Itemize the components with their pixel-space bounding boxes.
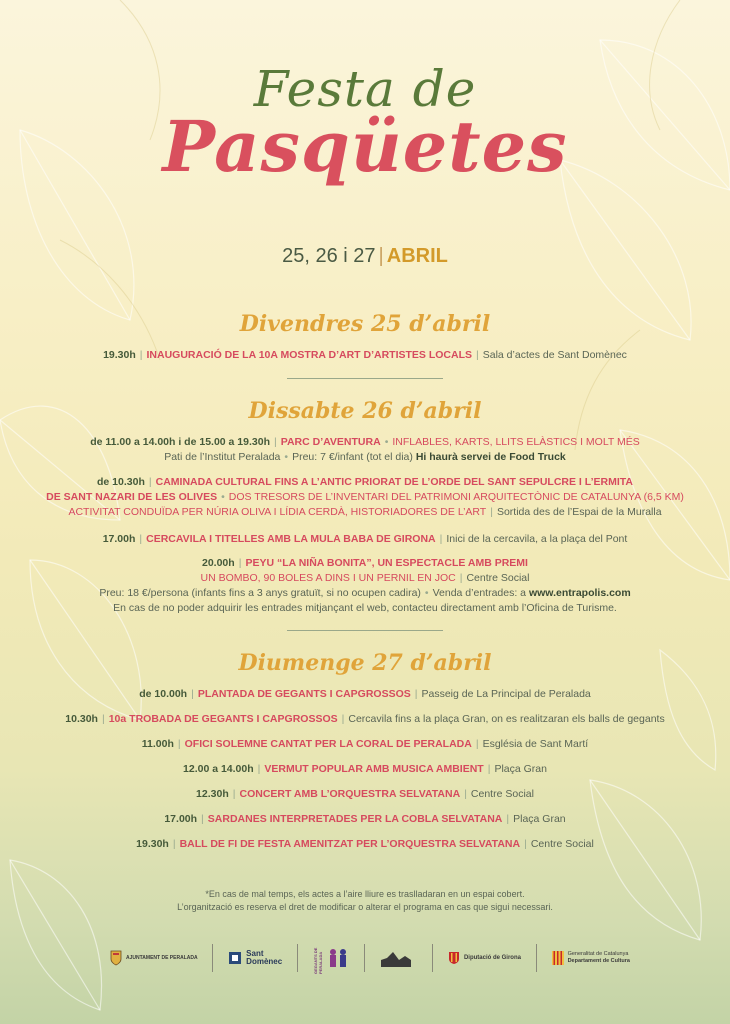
event-time: 19.30h <box>103 349 136 361</box>
event-time: 12.00 a 14.00h <box>183 763 254 775</box>
event-price: Preu: 7 €/infant (tot el dia) <box>292 451 413 463</box>
event-title: OFICI SOLEMNE CANTAT PER LA CORAL DE PERALADA <box>184 738 472 750</box>
event-time: de 10.30h <box>97 476 145 488</box>
event-title: 10a TROBADA DE GEGANTS I CAPGROSSOS <box>108 713 338 725</box>
sunday-event-1: de 10.00h | PLANTADA DE GEGANTS I CAPGROSSOS | Passeig de La Principal de Peralada <box>139 688 591 700</box>
event-title: INAUGURACIÓ DE LA 10A MOSTRA D’ART D’ARTISTES LOCALS <box>146 349 473 361</box>
event-time: 10.30h <box>65 713 98 725</box>
sunday-event-6: 17.00h | SARDANES INTERPRETADES PER LA COBLA SELVATANA | Plaça Gran <box>164 813 566 825</box>
event-description: DOS TRESORS DE L’INVENTARI DEL PATRIMONI ARQUITECTÒNIC DE CATALUNYA (6,5 KM) <box>228 491 684 503</box>
festival-days: 25, 26 i 27 <box>282 245 376 267</box>
event-place: Centre Social <box>466 572 530 584</box>
sunday-event-2: 10.30h | 10a TROBADA DE GEGANTS I CAPGROSSOS | Cercavila fins a la plaça Gran, on es realitzaran els balls de gegants <box>65 713 665 725</box>
event-place: Plaça Gran <box>513 813 566 825</box>
sponsor-logos <box>110 938 630 978</box>
square-logo-icon <box>228 951 242 965</box>
event-time: 11.00h <box>141 738 174 750</box>
festival-dates <box>0 245 730 268</box>
festival-title-line-2: Pasqüetes <box>162 105 568 188</box>
event-place: Centre Social <box>530 838 594 850</box>
event-title: SARDANES INTERPRETADES PER LA COBLA SELVATANA <box>207 813 503 825</box>
organization-note: L’organització es reserva el dret de modificar o alterar el programa en cas que sigui necessari. <box>177 902 553 912</box>
generalitat-cultura-logo: Generalitat de Catalunya Departament de Cultura <box>552 942 630 974</box>
sant-domenec-logo: Sant Domènec <box>228 942 282 974</box>
event-title: PLANTADA DE GEGANTS I CAPGROSSOS <box>197 688 411 700</box>
saturday-event-4-price: Preu: 18 €/persona (infants fins a 3 anys gratuït, si no ocupen cadira) • Venda d’entrades: a www.entrapolis.com <box>99 587 631 599</box>
friday-heading: Divendres 25 d’abril <box>239 311 491 337</box>
sunday-heading: Diumenge 27 d’abril <box>238 650 492 676</box>
logo-separator <box>297 944 298 972</box>
event-time: de 11.00 a 14.00h i de 15.00 a 19.30h <box>90 436 270 448</box>
saturday-event-2-cont: DE SANT NAZARI DE LES OLIVES • DOS TRESORS DE L’INVENTARI DEL PATRIMONI ARQUITECTÒNIC DE CATALUNYA (6,5 KM) <box>46 491 684 503</box>
section-divider <box>287 630 443 631</box>
event-title: CERCAVILA I TITELLES AMB LA MULA BABA DE GIRONA <box>146 533 436 545</box>
event-place: Església de Sant Martí <box>482 738 589 750</box>
sunday-event-7: 19.30h | BALL DE FI DE FESTA AMENITZAT PER L’ORQUESTRA SELVATANA | Centre Social <box>136 838 594 850</box>
giants-figures-icon <box>327 947 349 969</box>
event-price: Preu: 18 €/persona (infants fins a 3 anys gratuït, si no ocupen cadira) <box>99 587 421 599</box>
event-place: Plaça Gran <box>494 763 547 775</box>
event-time: de 10.00h <box>139 688 188 700</box>
saturday-event-4: 20.00h | PEYU “LA NIÑA BONITA”, UN ESPECTACLE AMB PREMI <box>202 557 528 569</box>
event-place: Passeig de La Principal de Peralada <box>421 688 591 700</box>
sunday-event-4: 12.00 a 14.00h | VERMUT POPULAR AMB MUSICA AMBIENT | Plaça Gran <box>183 763 547 775</box>
event-title: VERMUT POPULAR AMB MUSICA AMBIENT <box>264 763 484 775</box>
event-place: Pati de l’Institut Peralada <box>164 451 281 463</box>
event-description: UN BOMBO, 90 BOLES A DINS I UN PERNIL EN JOC <box>200 572 456 584</box>
friday-event-1: 19.30h | INAUGURACIÓ DE LA 10A MOSTRA D’ART D’ARTISTES LOCALS | Sala d’actes de Sant Domènec <box>103 349 627 361</box>
logo-separator <box>364 944 365 972</box>
event-time: 17.00h <box>164 813 198 825</box>
event-title-cont: DE SANT NAZARI DE LES OLIVES <box>46 491 218 503</box>
sunday-event-5: 12.30h | CONCERT AMB L’ORQUESTRA SELVATANA | Centre Social <box>196 788 534 800</box>
event-place: Inici de la cercavila, a la plaça del Pont <box>446 533 628 545</box>
event-place: Sala d’actes de Sant Domènec <box>482 349 627 361</box>
event-time: 17.00h <box>102 533 136 545</box>
castle-logo <box>379 942 417 974</box>
senyera-icon <box>552 951 564 965</box>
saturday-event-4-info: En cas de no poder adquirir les entrades mitjançant el web, contacteu directament amb l’Oficina de Turisme. <box>113 602 617 614</box>
festival-title-line-1: Festa de <box>253 60 477 118</box>
event-title: PEYU “LA NIÑA BONITA”, UN ESPECTACLE AMB PREMI <box>245 557 528 569</box>
logo-separator <box>432 944 433 972</box>
saturday-event-3: 17.00h | CERCAVILA I TITELLES AMB LA MULA BABA DE GIRONA | Inici de la cercavila, a la plaça del Pont <box>102 533 628 545</box>
ticket-website-link[interactable]: www.entrapolis.com <box>528 587 631 599</box>
event-time: 20.00h <box>202 557 235 569</box>
ticket-sale: Venda d’entrades: a <box>432 587 527 599</box>
logo-separator <box>536 944 537 972</box>
castle-icon <box>379 948 413 968</box>
event-title: BALL DE FI DE FESTA AMENITZAT PER L’ORQUESTRA SELVATANA <box>179 838 521 850</box>
weather-note: *En cas de mal temps, els actes a l’aire lliure es traslladaran en un espai cobert. <box>205 889 525 899</box>
saturday-event-2: de 10.30h | CAMINADA CULTURAL FINS A L’ANTIC PRIORAT DE L’ORDE DEL SANT SEPULCRE I L’ERMITA <box>97 476 633 488</box>
event-title: CAMINADA CULTURAL FINS A L’ANTIC PRIORAT DE L’ORDE DEL SANT SEPULCRE I L’ERMITA <box>155 476 633 488</box>
sunday-event-3: 11.00h | OFICI SOLEMNE CANTAT PER LA CORAL DE PERALADA | Església de Sant Martí <box>141 738 589 750</box>
event-time: 19.30h <box>136 838 169 850</box>
logo-separator <box>212 944 213 972</box>
coat-of-arms-icon <box>448 951 460 965</box>
diputacio-girona-logo: Diputació de Girona <box>448 942 521 974</box>
saturday-heading: Dissabte 26 d’abril <box>248 398 482 424</box>
festival-month: ABRIL <box>386 245 448 267</box>
shield-icon <box>110 950 122 966</box>
section-divider <box>287 378 443 379</box>
saturday-event-4-desc: UN BOMBO, 90 BOLES A DINS I UN PERNIL EN JOC | Centre Social <box>200 572 530 584</box>
saturday-event-2-details: ACTIVITAT CONDUÏDA PER NÚRIA OLIVA I LÍDIA CERDÀ, HISTORIADORES DE L’ART | Sortida des de l’Espai de la Muralla <box>68 506 662 518</box>
saturday-event-1-details: Pati de l’Institut Peralada • Preu: 7 €/infant (tot el dia) Hi haurà servei de Food Truck <box>164 451 566 463</box>
ajuntament-peralada-logo: AJUNTAMENT DE PERALADA <box>110 942 198 974</box>
event-place: Centre Social <box>470 788 534 800</box>
event-guide: ACTIVITAT CONDUÏDA PER NÚRIA OLIVA I LÍDIA CERDÀ, HISTORIADORES DE L’ART <box>68 506 487 518</box>
event-title: PARC D’AVENTURA <box>280 436 381 448</box>
gegants-peralada-logo: GEGANTS DE PERALADA <box>313 942 349 974</box>
event-extra: Hi haurà servei de Food Truck <box>415 451 566 463</box>
saturday-event-1: de 11.00 a 14.00h i de 15.00 a 19.30h | PARC D’AVENTURA • INFLABLES, KARTS, LLITS ELÀSTICS I MOLT MÉS <box>90 436 640 448</box>
event-place: Sortida des de l’Espai de la Muralla <box>496 506 662 518</box>
event-place: Cercavila fins a la plaça Gran, on es realitzaran els balls de gegants <box>348 713 665 725</box>
event-title: CONCERT AMB L’ORQUESTRA SELVATANA <box>239 788 461 800</box>
dates-separator: | <box>378 245 384 267</box>
event-description: INFLABLES, KARTS, LLITS ELÀSTICS I MOLT MÉS <box>392 436 640 448</box>
event-time: 12.30h <box>196 788 229 800</box>
